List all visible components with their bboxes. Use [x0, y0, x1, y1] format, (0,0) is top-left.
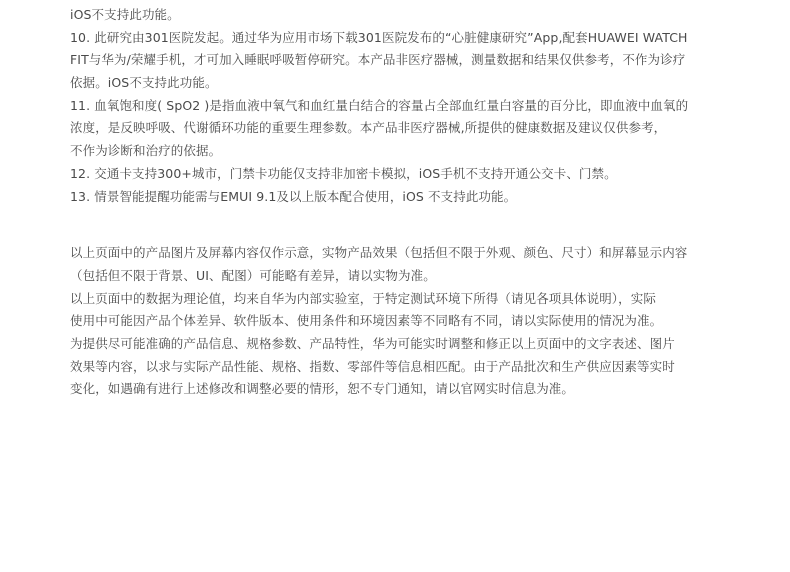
section-spacer: [70, 208, 730, 242]
disclaimer-line: 使用中可能因产品个体差异、软件版本、使用条件和环境因素等不同略有不同，请以实际使用的情况为准。: [70, 313, 663, 329]
disclaimer-section: [70, 242, 730, 401]
note-line: 11. 血氧饱和度( SpO2 )是指血液中氧气和血红量白结合的容量占全部血红量白容量的百分比，即血液中血氧的: [70, 97, 689, 113]
note-line: 浓度，是反映呼吸、代谢循环功能的重要生理参数。本产品非医疗器械,所提供的健康数据及建议仅供参考，: [70, 120, 667, 136]
feature-notes-section: [70, 4, 730, 208]
disclaimer-line: 为提供尽可能准确的产品信息、规格参数、产品特性，华为可能实时调整和修正以上页面中的文字表述、图片: [70, 335, 675, 351]
disclaimer-line: 效果等内容，以求与实际产品性能、规格、指数、零部件等信息相匹配。由于产品批次和生产供应因素等实时: [70, 358, 675, 374]
note-line: 13. 情景智能提醒功能需与EMUI 9.1及以上版本配合使用，iOS 不支持此功能。: [70, 188, 517, 204]
disclaimer-line: 以上页面中的数据为理论值，均来自华为内部实验室，于特定测试环境下所得（请见各项具体说明），实际: [70, 290, 656, 306]
note-line: 依据。iOS不支持此功能。: [70, 75, 218, 91]
disclaimer-line: 变化，如遇确有进行上述修改和调整必要的情形，恕不专门通知，请以官网实时信息为准。: [70, 381, 575, 397]
footnotes-document: [70, 4, 730, 401]
note-line: 12. 交通卡支持300+城市，门禁卡功能仅支持非加密卡模拟，iOS手机不支持开通公交卡、门禁。: [70, 165, 617, 181]
disclaimer-line: （包括但不限于背景、UI、配图）可能略有差异，请以实物为准。: [70, 267, 436, 283]
note-line: iOS不支持此功能。: [70, 7, 180, 22]
note-line: 不作为诊断和治疗的依据。: [70, 143, 222, 159]
note-line: FIT与华为/荣耀手机，才可加入睡眠呼吸暂停研究。本产品非医疗器械，测量数据和结果仅供参考，不作为诊疗: [70, 52, 686, 68]
disclaimer-line: 以上页面中的产品图片及屏幕内容仅作示意，实物产品效果（包括但不限于外观、颜色、尺寸）和屏幕显示内容: [70, 245, 688, 261]
note-line: 10. 此研究由301医院发起。通过华为应用市场下载301医院发布的“心脏健康研究”App,配套HUAWEI WATCH: [70, 29, 688, 45]
